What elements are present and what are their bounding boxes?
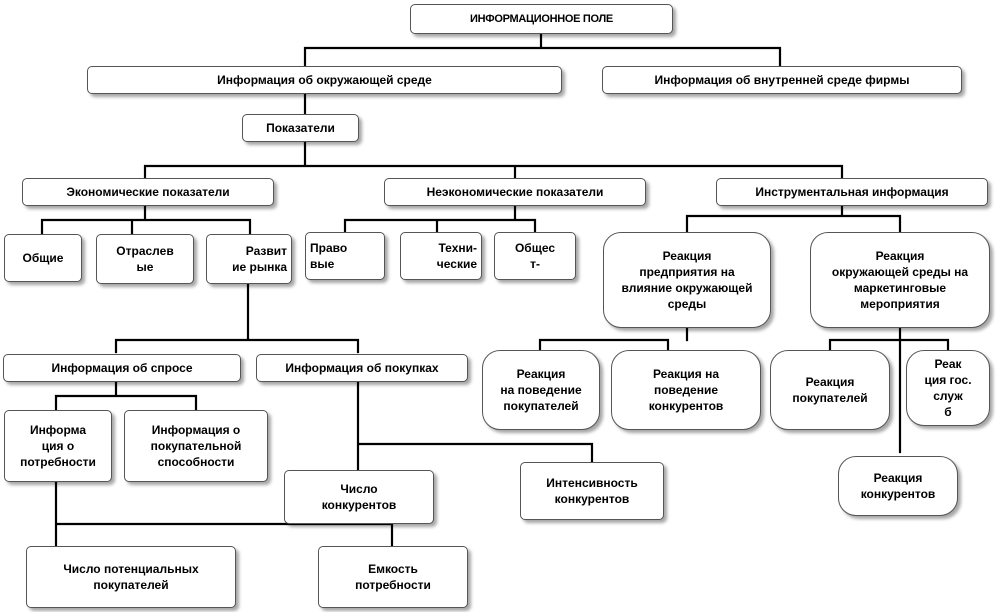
enterprise-reaction-box: Реакция предприятия на влияние окружающей среды (603, 232, 771, 328)
indicators-box: Показатели (242, 114, 359, 142)
competitor-intensity-box: Интенсивность конкурентов (520, 462, 664, 520)
reaction-buyer-behavior-box: Реакция на поведение покупателей (482, 350, 600, 430)
reaction-buyers-box: Реакция покупателей (770, 350, 890, 430)
general-box: Общие (4, 234, 82, 282)
legal-box: Право вые (305, 232, 385, 280)
non-economic-indicators-box: Неэкономические показатели (384, 178, 646, 206)
sectoral-box: Отраслев ые (96, 234, 194, 284)
title-box: ИНФОРМАЦИОННОЕ ПОЛЕ (410, 4, 673, 34)
purchase-info-box: Информация об покупках (256, 354, 468, 382)
demand-info-box: Информация об спросе (3, 354, 241, 382)
instrumental-info-box: Инструментальная информация (716, 178, 988, 206)
reaction-government-box: Реак ция гос. служ б (906, 350, 990, 426)
purchasing-power-box: Информация о покупательной способности (124, 410, 268, 482)
environment-reaction-box: Реакция окружающей среды на маркетинговые мероприятия (810, 232, 990, 328)
market-development-box: Развит ие рынка (206, 234, 292, 284)
needs-info-box: Информа ция о потребности (4, 410, 112, 482)
social-box: Общес т- (494, 232, 576, 280)
economic-indicators-box: Экономические показатели (22, 178, 274, 206)
technical-box: Техни- ческие (400, 232, 482, 280)
environment-info-box: Информация об окружающей среде (87, 66, 562, 94)
reaction-competitor-behavior-box: Реакция на поведение конкурентов (611, 350, 761, 430)
reaction-competitors-box: Реакция конкурентов (838, 456, 958, 516)
potential-buyers-box: Число потенциальных покупателей (26, 546, 236, 608)
number-of-competitors-box: Число конкурентов (284, 470, 434, 524)
internal-info-box: Информация об внутренней среде фирмы (602, 66, 962, 94)
needs-capacity-box: Емкость потребности (318, 546, 468, 608)
